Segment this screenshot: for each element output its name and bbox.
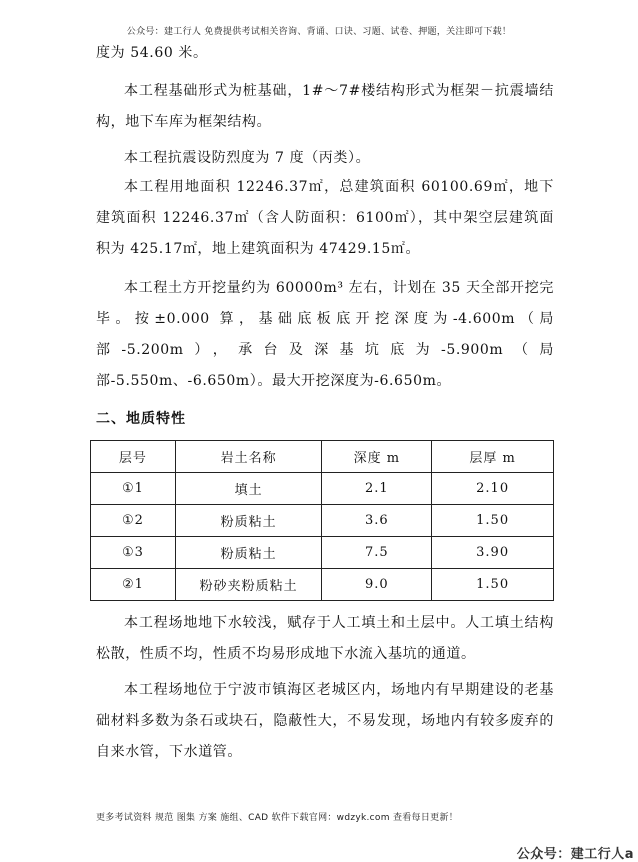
cell-thickness: 3.90: [432, 537, 554, 569]
table-row: [91, 569, 554, 601]
table-row: [91, 505, 554, 537]
cell-thickness: 1.50: [432, 505, 554, 537]
cell-layer-id: ①3: [91, 537, 176, 569]
col-header-soil-name: 岩土名称: [175, 441, 322, 473]
cell-depth: 7.5: [322, 537, 432, 569]
page-footer: 更多考试资料 规范 图集 方案 施组、CAD 软件下载官网：wdzyk.com 查看每日更新！: [96, 813, 459, 823]
paragraph-seismic: 本工程抗震设防烈度为 7 度（丙类）。: [124, 150, 371, 166]
watermark: 公众号：建工行人a: [516, 847, 634, 862]
cell-soil-name: 粉质粘土: [175, 537, 322, 569]
section-heading: 二、地质特性: [96, 411, 186, 427]
cell-depth: 9.0: [322, 569, 432, 601]
paragraph-height-end: 度为 54.60 米。: [96, 45, 208, 61]
paragraph-foundation: 本工程基础形式为桩基础，1#～7#楼结构形式为框架－抗震墙结构，地下车库为框架结构。: [96, 83, 554, 130]
cell-layer-id: ①2: [91, 505, 176, 537]
paragraph-area: 本工程用地面积 12246.37㎡，总建筑面积 60100.69㎡，地下建筑面积 12246.37㎡（含人防面积：6100㎡），其中架空层建筑面积为 425.17㎡，地上建筑面积为 47429.15㎡。: [96, 179, 554, 257]
paragraph-excavation: 本工程土方开挖量约为 60000m³ 左右，计划在 35 天全部开挖完毕。按±0.000 算，基础底板底开挖深度为-4.600m（局部-5.200m），承台及深基坑底为-5.900m（局部-5.550m、-6.650m）。最大开挖深度为-6.650m。: [96, 280, 554, 389]
cell-soil-name: 粉砂夹粉质粘土: [175, 569, 322, 601]
table-header-row: [91, 441, 554, 473]
cell-soil-name: 粉质粘土: [175, 505, 322, 537]
cell-layer-id: ②1: [91, 569, 176, 601]
geology-table: [90, 440, 554, 601]
cell-soil-name: 填土: [175, 473, 322, 505]
paragraph-groundwater: 本工程场地地下水较浅，赋存于人工填土和土层中。人工填土结构松散，性质不均，性质不均易形成地下水流入基坑的通道。: [96, 615, 554, 662]
cell-layer-id: ①1: [91, 473, 176, 505]
col-header-thickness: 层厚 m: [432, 441, 554, 473]
paragraph-site-conditions: 本工程场地位于宁波市镇海区老城区内，场地内有早期建设的老基础材料多数为条石或块石，隐蔽性大，不易发现，场地内有较多废弃的自来水管，下水道管。: [96, 682, 554, 760]
page-header: 公众号：建工行人 免费提供考试相关咨询、背诵、口诀、习题、试卷、押题，关注即可下载！: [126, 27, 512, 37]
table-row: [91, 473, 554, 505]
cell-depth: 3.6: [322, 505, 432, 537]
table-row: [91, 537, 554, 569]
col-header-layer-id: 层号: [91, 441, 176, 473]
cell-thickness: 1.50: [432, 569, 554, 601]
col-header-depth: 深度 m: [322, 441, 432, 473]
cell-depth: 2.1: [322, 473, 432, 505]
cell-thickness: 2.10: [432, 473, 554, 505]
